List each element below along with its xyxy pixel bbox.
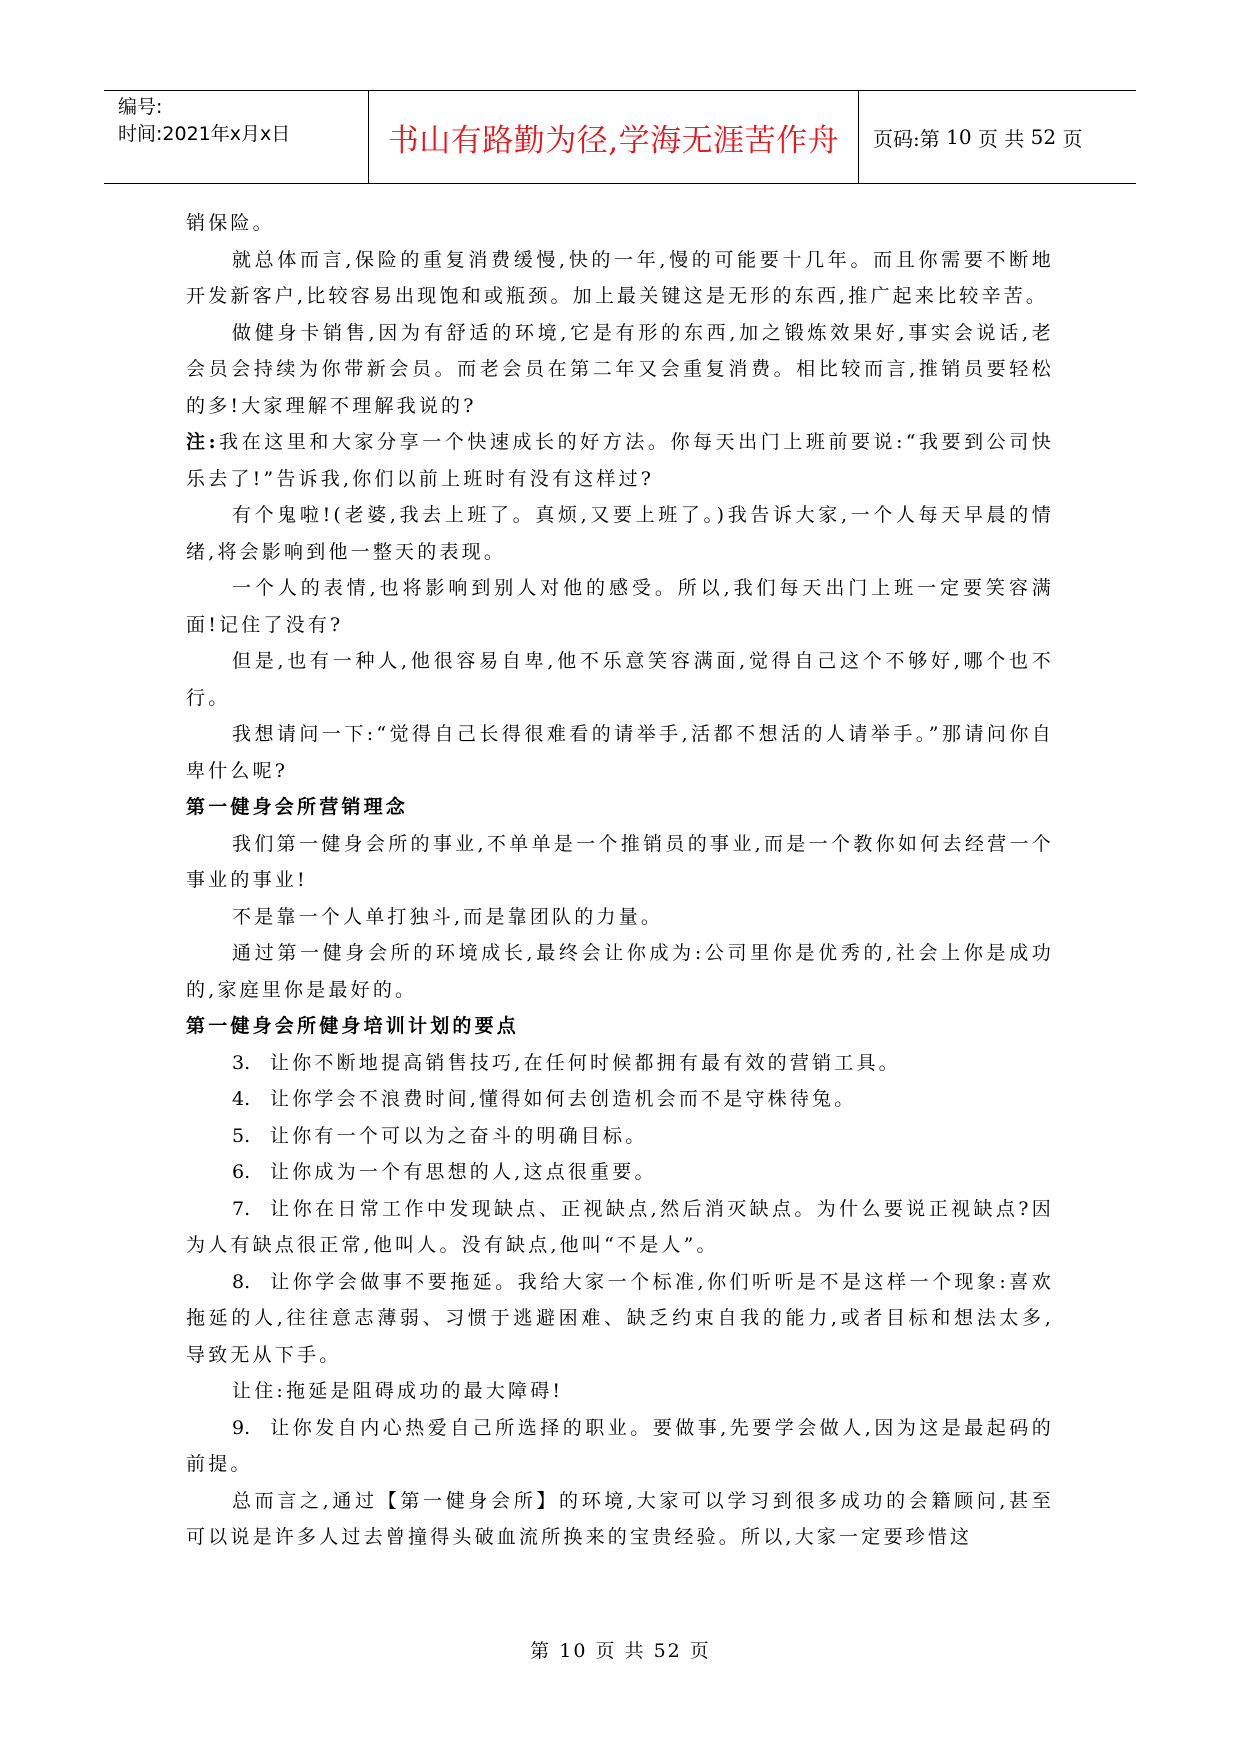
paragraph: 总而言之,通过【第一健身会所】的环境,大家可以学习到很多成功的会籍顾问,甚至可以说是许多人过去曾撞得头破血流所换来的宝贵经验。所以,大家一定要珍惜这 [186,1489,1054,1548]
list-item [186,1045,1054,1082]
list-item [186,1081,1054,1118]
list-item [186,1154,1054,1191]
page-footer [0,1636,1241,1663]
header-motto-cell [369,91,859,183]
list-item-number: 9. [232,1416,251,1439]
header-page-code [859,91,1136,183]
paragraph: 但是,也有一种人,他很容易自卑,他不乐意笑容满面,觉得自己这个不够好,哪个也不行。 [186,650,1054,709]
list-item-number: 4. [232,1088,251,1110]
note-paragraph [186,424,1054,497]
footer-total-pages: 52 [653,1640,682,1662]
paragraph: 我想请问一下:“觉得自己长得很难看的请举手,活都不想活的人请举手。”那请问你自卑什么呢? [186,723,1054,782]
footer-suffix: 页 [689,1640,711,1662]
list-item-number: 6. [232,1161,251,1183]
list-item-text: 让你有一个可以为之奋斗的明确目标。 [270,1124,648,1147]
paragraph: 让住:拖延是阻碍成功的最大障碍! [232,1380,564,1402]
footer-prefix: 第 [530,1640,552,1662]
list-item-number: 7. [232,1197,251,1220]
paragraph: 不是靠一个人单打独斗,而是靠团队的力量。 [232,905,664,928]
list-item [186,1410,1054,1483]
note-text: 我在这里和大家分享一个快速成长的好方法。你每天出门上班前要说:“我要到公司快乐去了!”告诉我,你们以前上班时有没有这样过? [186,431,1054,490]
header-meta [104,91,369,183]
list-item [186,1191,1054,1264]
motto: 书山有路勤为径,学海无涯苦作舟 [387,122,840,159]
document-body [186,205,1054,1556]
list-item-number: 8. [232,1270,251,1293]
page-code-prefix: 页码:第 [873,126,940,151]
section-heading: 第一健身会所营销理念 [186,796,409,818]
footer-mid: 页 共 [595,1640,646,1662]
list-item [186,1118,1054,1155]
list-item-number: 3. [232,1051,251,1074]
footer-current-page: 10 [559,1640,588,1662]
list-item-text: 让你在日常工作中发现缺点、正视缺点,然后消灭缺点。为什么要说正视缺点?因为人有缺点很正常,他叫人。没有缺点,他叫“不是人”。 [186,1197,1054,1256]
list-item [186,1264,1054,1374]
list-item-number: 5. [232,1124,251,1147]
paragraph: 有个鬼啦!(老婆,我去上班了。真烦,又要上班了。)我告诉大家,一个人每天早晨的情绪,将会影响到他一整天的表现。 [186,504,1054,563]
page-code-total: 52 [1030,125,1057,149]
page-header [104,90,1136,184]
list-item-text: 让你发自内心热爱自己所选择的职业。要做事,先要学会做人,因为这是最起码的前提。 [186,1416,1054,1475]
page-code-current: 10 [946,125,972,149]
paragraph: 就总体而言,保险的重复消费缓慢,快的一年,慢的可能要十几年。而且你需要不断地开发新客户,比较容易出现饱和或瓶颈。加上最关键这是无形的东西,推广起来比较辛苦。 [186,248,1054,307]
section-heading: 第一健身会所健身培训计划的要点 [186,1015,520,1037]
page-code-suffix: 页 [1062,126,1083,151]
paragraph: 做健身卡销售,因为有舒适的环境,它是有形的东西,加之锻炼效果好,事实会说话,老会员会持续为你带新会员。而老会员在第二年又会重复消费。相比较而言,推销员要轻松的多!大家理解不理解我说的? [186,321,1054,417]
list-item-text: 让你学会做事不要拖延。我给大家一个标准,你们听听是不是这样一个现象:喜欢拖延的人,往往意志薄弱、习惯于逃避困难、缺乏约束自我的能力,或者目标和想法太多,导致无从下手。 [186,1270,1054,1366]
list-item-text: 让你学会不浪费时间,懂得如何去创造机会而不是守株待兔。 [270,1088,857,1110]
time-label: 时间:2021年x月x日 [118,123,291,145]
list-item-text: 让你成为一个有思想的人,这点很重要。 [270,1161,657,1183]
page-code-mid: 页 共 [977,126,1025,151]
paragraph: 我们第一健身会所的事业,不单单是一个推销员的事业,而是一个教你如何去经营一个事业的事业! [186,832,1054,891]
note-label: 注: [186,431,219,453]
paragraph: 销保险。 [186,212,275,234]
list-item-text: 让你不断地提高销售技巧,在任何时候都拥有最有效的营销工具。 [270,1051,901,1074]
paragraph: 通过第一健身会所的环境成长,最终会让你成为:公司里你是优秀的,社会上你是成功的,家庭里你是最好的。 [186,942,1054,1001]
paragraph: 一个人的表情,也将影响到别人对他的感受。所以,我们每天出门上班一定要笑容满面!记住了没有? [186,577,1054,636]
serial-label: 编号: [118,96,163,118]
